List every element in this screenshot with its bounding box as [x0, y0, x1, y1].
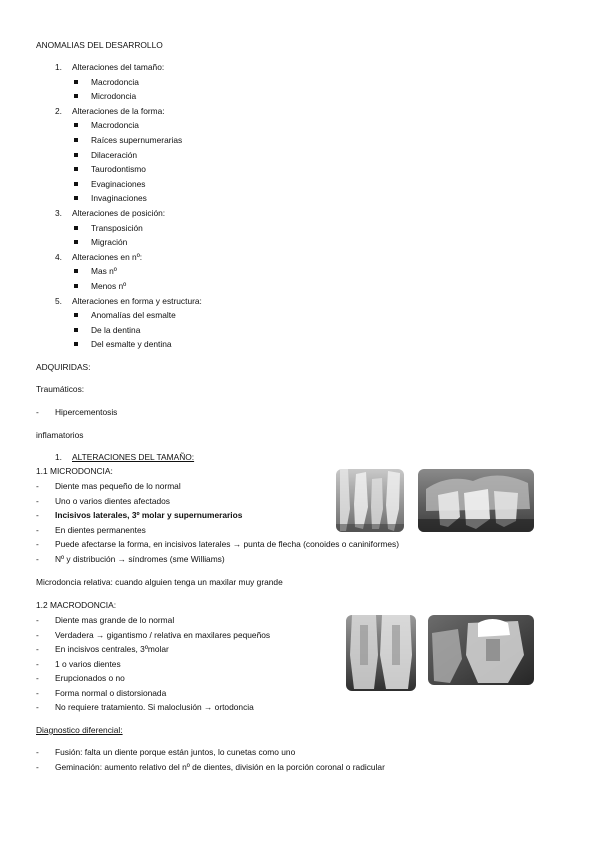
list-item: Diente mas pequeño de lo normal: [55, 481, 181, 491]
microdoncia-heading: 1.1 MICRODONCIA:: [36, 466, 113, 476]
list-item: En incisivos centrales, 3ºmolar: [55, 644, 169, 654]
xray-microdoncia-incisors: [336, 469, 404, 532]
bullet-marker: [74, 167, 78, 171]
list-item: En dientes permanentes: [55, 524, 146, 535]
outline-number: 1.: [55, 62, 62, 72]
dash-marker: -: [36, 495, 39, 506]
list-item: Forma normal o distorsionada: [55, 687, 167, 698]
macrodoncia-heading: 1.2 MACRODONCIA:: [36, 600, 117, 610]
outline-heading: Alteraciones de posición:: [72, 208, 166, 218]
outline-heading: Alteraciones en forma y estructura:: [72, 295, 202, 306]
outline-item: Anomalías del esmalte: [91, 310, 176, 321]
outline-heading: Alteraciones de la forma:: [72, 105, 165, 116]
outline-heading: Alteraciones en nº:: [72, 251, 143, 262]
outline-item: Evaginaciones: [91, 178, 146, 189]
list-item: Fusión: falta un diente porque están juntos, lo cunetas como uno: [55, 747, 296, 757]
dash-marker: -: [36, 524, 39, 535]
bullet-marker: [74, 138, 78, 142]
outline-number: 5.: [55, 295, 62, 306]
bullet-marker: [74, 80, 78, 84]
outline-item: Raíces supernumerarias: [91, 135, 183, 145]
list-item: Uno o varios dientes afectados: [55, 495, 170, 506]
dash-marker: -: [36, 658, 39, 669]
outline-item: Macrodoncia: [91, 120, 139, 131]
dash-marker: -: [36, 702, 39, 712]
outline-number: 4.: [55, 251, 62, 262]
list-item: Verdadera → gigantismo / relativa en maxilares pequeños: [55, 629, 271, 640]
bullet-marker: [74, 328, 78, 332]
inflamatorios-label: inflamatorios: [36, 430, 84, 440]
outline-item: Macrodoncia: [91, 76, 139, 87]
dash-marker: -: [36, 629, 39, 640]
dash-marker: -: [36, 644, 39, 654]
list-item: Diente mas grande de lo normal: [55, 615, 175, 625]
dash-marker: -: [36, 615, 39, 625]
dash-marker: -: [36, 687, 39, 698]
bullet-marker: [74, 240, 78, 244]
list-item: 1 o varios dientes: [55, 658, 121, 669]
list-item: Puede afectarse la forma, en incisivos laterales → punta de flecha (conoides o caniniformes): [55, 539, 400, 549]
dash-marker: -: [36, 673, 39, 683]
list-item: Erupcionados o no: [55, 673, 125, 683]
list-item: Nº y distribución → síndromes (sme Williams): [55, 553, 225, 564]
xray-macrodoncia-molar: [428, 615, 534, 685]
outline-number: 2.: [55, 105, 62, 116]
bullet-marker: [74, 182, 78, 186]
outline-item: Dilaceración: [91, 149, 138, 160]
bullet-marker: [74, 153, 78, 157]
diagnostico-heading: Diagnostico diferencial:: [36, 725, 123, 735]
bullet-marker: [74, 269, 78, 273]
outline-item: Microdoncia: [91, 91, 137, 102]
list-item: No requiere tratamiento. Si maloclusión → ortodoncia: [55, 702, 254, 712]
dash-marker: -: [36, 761, 39, 772]
outline-heading: Alteraciones del tamaño:: [72, 62, 165, 72]
dash-marker: -: [36, 407, 39, 417]
adquiridas-heading: ADQUIRIDAS:: [36, 362, 91, 372]
document-title: ANOMALIAS DEL DESARROLLO: [36, 40, 163, 50]
section-heading: ALTERACIONES DEL TAMAÑO:: [72, 452, 195, 462]
bullet-marker: [74, 342, 78, 346]
list-item: Geminación: aumento relativo del nº de dientes, división en la porción coronal o radicular: [55, 761, 385, 772]
traumaticos-label: Traumáticos:: [36, 384, 85, 394]
microdoncia-relativa: Microdoncia relativa: cuando alguien tenga un maxilar muy grande: [36, 577, 283, 587]
outline-item: Menos nº: [91, 281, 127, 291]
xray-macrodoncia-incisors: [346, 615, 416, 691]
outline-item: Taurodontismo: [91, 164, 146, 175]
traumaticos-item: Hipercementosis: [55, 407, 118, 417]
outline-item: Migración: [91, 237, 128, 248]
bullet-marker: [74, 123, 78, 127]
section-number: 1.: [55, 452, 62, 462]
dash-marker: -: [36, 539, 39, 549]
xray-microdoncia-molars: [418, 469, 534, 532]
outline-item: Del esmalte y dentina: [91, 339, 172, 350]
list-item: Incisivos laterales, 3º molar y supernumerarios: [55, 510, 243, 520]
bullet-marker: [74, 94, 78, 98]
bullet-marker: [74, 226, 78, 230]
bullet-marker: [74, 284, 78, 288]
dash-marker: -: [36, 553, 39, 564]
dash-marker: -: [36, 510, 39, 520]
outline-item: De la dentina: [91, 324, 141, 335]
outline-item: Mas nº: [91, 266, 117, 277]
bullet-marker: [74, 313, 78, 317]
outline-number: 3.: [55, 208, 62, 218]
dash-marker: -: [36, 481, 39, 491]
bullet-marker: [74, 196, 78, 200]
outline-item: Invaginaciones: [91, 193, 147, 204]
outline-item: Transposición: [91, 222, 143, 233]
dash-marker: -: [36, 747, 39, 757]
